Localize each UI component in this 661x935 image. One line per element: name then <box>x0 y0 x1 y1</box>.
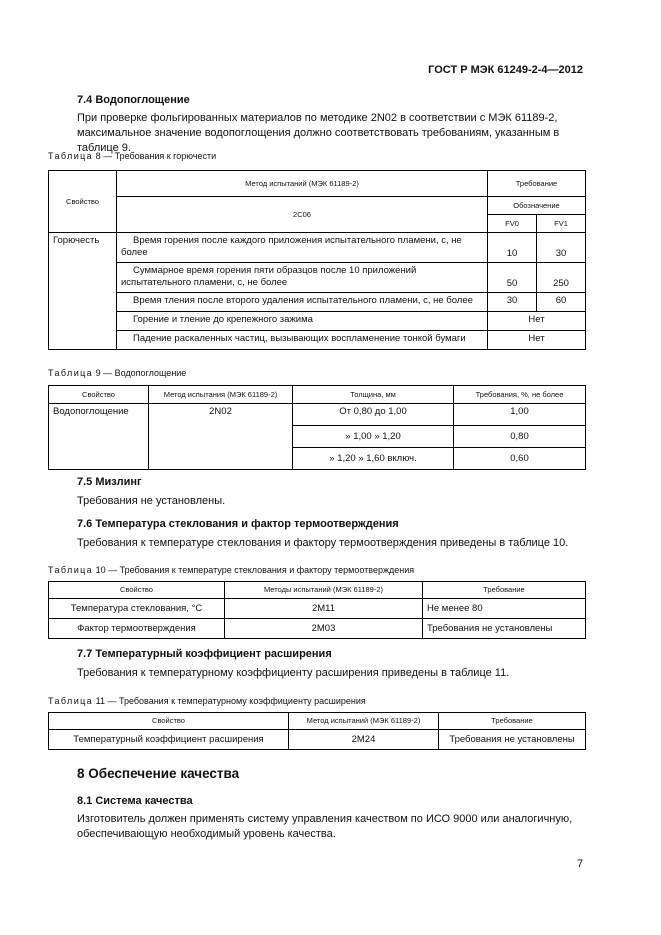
table-10-row-1-requirement: Не менее 80 <box>423 599 586 619</box>
table-9-header-thickness: Толщина, мм <box>293 386 454 404</box>
section-7-6-title: 7.6 Температура стеклования и фактор термоотверждения <box>77 518 399 530</box>
table-8-row-2-text: Суммарное время горения пяти образцов после 10 приложений испытательного пламени, с, не более <box>117 263 488 293</box>
table-11-header-property: Свойство <box>49 713 289 730</box>
section-7-5-title: 7.5 Мизлинг <box>77 476 142 488</box>
table-10-caption-text: 10 — Требования к температуре стеклования и фактору термоотверждения <box>95 565 415 575</box>
table-11-caption-text: 11 — Требования к температурному коэффициенту расширения <box>95 696 366 706</box>
table-9-property: Водопоглощение <box>49 404 149 470</box>
table-8-header-fv1: FV1 <box>537 215 586 233</box>
table-10-caption-label: Таблица <box>48 565 94 575</box>
table-11-header-requirement: Требование <box>439 713 586 730</box>
section-7-7-title: 7.7 Температурный коэффициент расширения <box>77 648 332 660</box>
table-10-header-property: Свойство <box>49 582 225 599</box>
table-10-header-requirement: Требование <box>423 582 586 599</box>
table-8-row-5-value: Нет <box>488 331 586 350</box>
table-10-header-method: Методы испытаний (МЭК 61189-2) <box>225 582 423 599</box>
table-9-row-1-value: 1,00 <box>454 404 586 426</box>
table-8-row-1-fv1: 30 <box>537 233 586 263</box>
table-9 <box>48 385 586 470</box>
table-10-row-2-property: Фактор термоотверждения <box>49 619 225 639</box>
table-10-row-2-requirement: Требования не установлены <box>423 619 586 639</box>
table-9-caption-label: Таблица <box>48 368 94 378</box>
table-8-header-property: Свойство <box>49 171 117 233</box>
table-8-row-2-fv1: 250 <box>537 263 586 293</box>
table-8-caption <box>48 151 216 161</box>
document-header: ГОСТ Р МЭК 61249-2-4—2012 <box>428 64 583 76</box>
table-9-row-2-value: 0,80 <box>454 426 586 448</box>
page-number: 7 <box>577 858 584 870</box>
table-8-row-2-fv0: 50 <box>488 263 537 293</box>
table-10 <box>48 581 586 639</box>
table-9-row-3-value: 0,60 <box>454 448 586 470</box>
table-10-caption <box>48 565 414 575</box>
table-8-caption-text: 8 — Требования к горючести <box>95 151 217 161</box>
table-9-header-property: Свойство <box>49 386 149 404</box>
section-8-1-title: 8.1 Система качества <box>77 795 193 807</box>
table-8-header-designation: Обозначение <box>488 197 586 215</box>
section-8-title: 8 Обеспечение качества <box>77 766 240 781</box>
table-9-row-2-thickness: » 1,00 » 1,20 <box>293 426 454 448</box>
table-8-row-1-fv0: 10 <box>488 233 537 263</box>
table-8-row-3-fv1: 60 <box>537 293 586 312</box>
table-9-caption-text: 9 — Водопоглощение <box>95 368 187 378</box>
table-9-caption <box>48 368 186 378</box>
table-8-header-requirement: Требование <box>488 171 586 197</box>
table-9-header-requirement: Требования, %, не более <box>454 386 586 404</box>
table-9-header-method: Метод испытания (МЭК 61189-2) <box>149 386 293 404</box>
section-7-7-paragraph: Требования к температурному коэффициенту расширения приведены в таблице 11. <box>77 667 510 679</box>
table-8-row-3-text: Время тления после второго удаления испытательного пламени, с, не более <box>117 293 488 312</box>
section-8-1-paragraph: Изготовитель должен применять систему управления качеством по ИСО 9000 или аналогичную, обеспечивающую необходимый уровень качества. <box>77 813 573 840</box>
table-8-header-method-code: 2C06 <box>117 197 488 233</box>
section-7-4-paragraph: При проверке фольгированных материалов по методике 2N02 в соответствии с МЭК 61189-2, максимальное значение водопоглощения должно соответствовать требованиям, указанным в таблице 9. <box>77 112 560 154</box>
table-11-header-method: Метод испытаний (МЭК 61189-2) <box>289 713 439 730</box>
table-8-row-5-text: Падение раскаленных частиц, вызывающих воспламенение тонкой бумаги <box>117 331 488 350</box>
table-8-row-4-text: Горение и тление до крепежного зажима <box>117 312 488 331</box>
table-11-caption-label: Таблица <box>48 696 94 706</box>
table-9-method: 2N02 <box>149 404 293 470</box>
table-8-row-3-fv0: 30 <box>488 293 537 312</box>
table-8-header-fv0: FV0 <box>488 215 537 233</box>
table-8 <box>48 170 586 350</box>
table-11-row-1-property: Температурный коэффициент расширения <box>49 730 289 750</box>
section-7-5-paragraph: Требования не установлены. <box>77 495 226 507</box>
table-11-caption <box>48 696 366 706</box>
table-8-header-method: Метод испытаний (МЭК 61189-2) <box>117 171 488 197</box>
table-10-row-1-method: 2M11 <box>225 599 423 619</box>
section-7-6-paragraph: Требования к температуре стеклования и фактору термоотверждения приведены в таблице 10. <box>77 537 569 549</box>
section-7-4-title: 7.4 Водопоглощение <box>77 94 190 106</box>
table-8-row-1-text: Время горения после каждого приложения испытательного пламени, с, не более <box>117 233 488 263</box>
table-11-row-1-method: 2M24 <box>289 730 439 750</box>
table-11 <box>48 712 586 750</box>
table-9-row-3-thickness: » 1,20 » 1,60 включ. <box>293 448 454 470</box>
table-9-row-1-thickness: От 0,80 до 1,00 <box>293 404 454 426</box>
table-8-caption-label: Таблица <box>48 151 94 161</box>
table-8-property: Горючесть <box>49 233 117 350</box>
table-10-row-1-property: Температура стеклования, °С <box>49 599 225 619</box>
table-11-row-1-requirement: Требования не установлены <box>439 730 586 750</box>
table-10-row-2-method: 2M03 <box>225 619 423 639</box>
table-8-row-4-value: Нет <box>488 312 586 331</box>
